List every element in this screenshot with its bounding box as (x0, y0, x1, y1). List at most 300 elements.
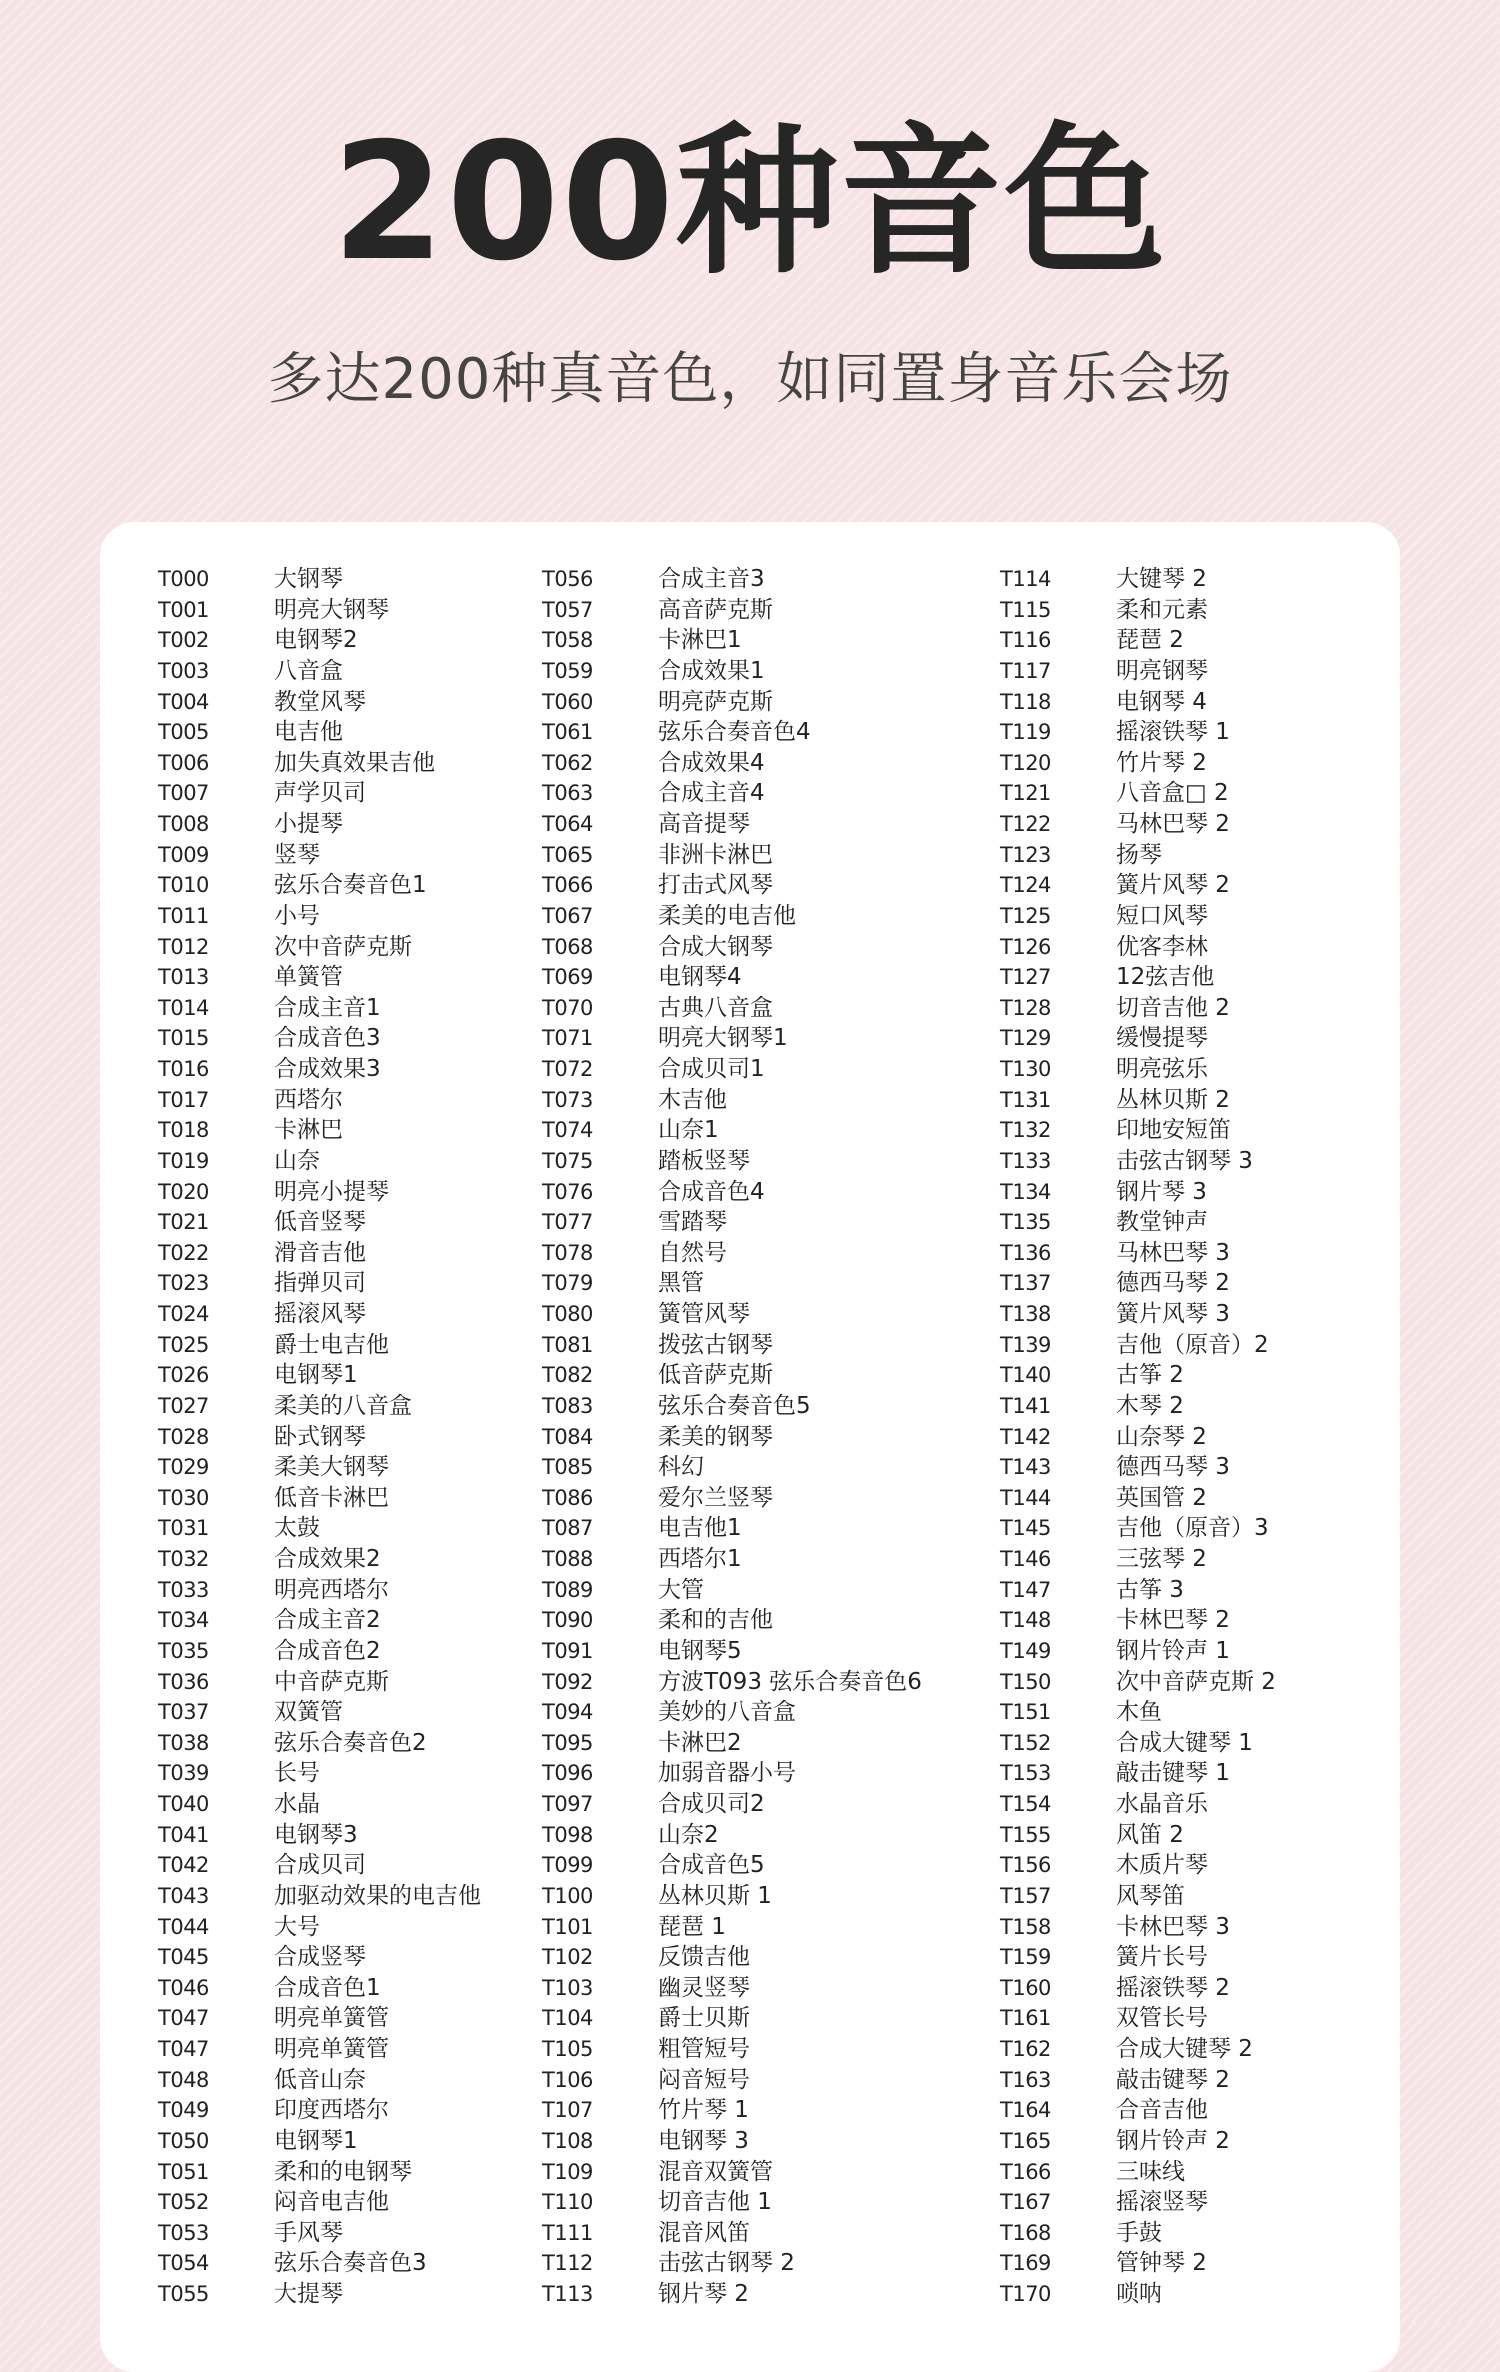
tone-code: T044 (158, 1914, 209, 1939)
tone-list-item (1000, 2003, 1276, 2034)
tone-name: 西塔尔 (274, 1086, 343, 1113)
tone-name: 卡淋巴1 (658, 627, 742, 654)
tone-list-item (158, 748, 481, 779)
tone-code: T070 (542, 995, 593, 1020)
tone-list-item (1000, 656, 1276, 687)
tone-code: T021 (158, 1210, 209, 1235)
tone-list-item (542, 1636, 922, 1667)
tone-list-item (1000, 1238, 1276, 1269)
tone-list-item (542, 1820, 922, 1851)
page-subtitle: 多达200种真音色，如同置身音乐会场 (267, 347, 1233, 412)
tone-code: T165 (1000, 2128, 1051, 2153)
tone-list-item (158, 656, 481, 687)
tone-code: T050 (158, 2128, 209, 2153)
tone-code: T085 (542, 1455, 593, 1480)
tone-name: 非洲卡淋巴 (658, 841, 773, 868)
tone-code: T150 (1000, 1669, 1051, 1694)
tone-name: 幽灵竖琴 (658, 1974, 750, 2001)
tone-list-item (542, 1330, 922, 1361)
tone-list-item (1000, 1115, 1276, 1146)
tone-code: T134 (1000, 1179, 1051, 1204)
tone-code: T152 (1000, 1730, 1051, 1755)
tone-list-item (158, 1207, 481, 1238)
tone-list-item (1000, 1942, 1276, 1973)
tone-code: T135 (1000, 1210, 1051, 1235)
tone-list-item (158, 1360, 481, 1391)
tone-code: T033 (158, 1577, 209, 1602)
tone-code: T068 (542, 934, 593, 959)
tone-list-item (542, 2095, 922, 2126)
tone-list-item (1000, 993, 1276, 1024)
tone-list-item (542, 1850, 922, 1881)
tone-name: 教堂风琴 (274, 688, 366, 715)
tone-name: 电钢琴4 (658, 964, 742, 991)
tone-name: 印度西塔尔 (274, 2097, 389, 2124)
tone-name: 明亮西塔尔 (274, 1576, 389, 1603)
tone-code: T000 (158, 567, 209, 591)
tone-code: T041 (158, 1822, 209, 1847)
tone-name: 卡林巴琴 2 (1116, 1607, 1230, 1634)
tone-list-item (158, 1667, 481, 1698)
tone-name: 明亮弦乐 (1116, 1056, 1208, 1082)
tone-list-item (1000, 1820, 1276, 1851)
tone-name: 爱尔兰竖琴 (658, 1484, 773, 1511)
tone-list-item (542, 2218, 922, 2249)
tone-name: 卡淋巴2 (658, 1729, 742, 1756)
tone-code: T140 (1000, 1363, 1051, 1388)
tone-list-item (158, 1452, 481, 1483)
tone-list-item (158, 1697, 481, 1728)
tone-name: 钢片琴 3 (1116, 1178, 1207, 1205)
tone-list-item (1000, 1177, 1276, 1208)
tone-code: T117 (1000, 658, 1051, 683)
tone-code: T141 (1000, 1393, 1051, 1418)
tone-name: 明亮单簧管 (274, 2005, 389, 2032)
tone-code: T100 (542, 1883, 593, 1908)
tone-name: 丛林贝斯 1 (658, 1882, 772, 1909)
tone-code: T110 (542, 2190, 593, 2215)
tone-name: 合成大键琴 1 (1116, 1729, 1253, 1756)
tone-list-item (542, 932, 922, 963)
tone-name: 卧式钢琴 (274, 1423, 366, 1450)
tone-name: 12弦吉他 (1116, 964, 1215, 991)
tone-code: T088 (542, 1547, 593, 1571)
tone-list-item (158, 1268, 481, 1299)
tone-column-2 (542, 564, 922, 2310)
tone-code: T137 (1000, 1271, 1051, 1296)
tone-code: T074 (542, 1118, 593, 1143)
tone-list-item (1000, 1360, 1276, 1391)
tone-code: T072 (542, 1057, 593, 1081)
tone-code: T071 (542, 1026, 593, 1051)
tone-code: T025 (158, 1332, 209, 1357)
tone-code: T101 (542, 1914, 593, 1939)
tone-name: 长号 (274, 1760, 320, 1787)
tone-list-item (542, 1422, 922, 1453)
tone-list-item (542, 1605, 922, 1636)
tone-code: T119 (1000, 720, 1051, 745)
tone-code: T136 (1000, 1240, 1051, 1265)
tone-code: T012 (158, 934, 209, 959)
tone-name: 爵士电吉他 (274, 1331, 389, 1358)
tone-list-item (158, 809, 481, 840)
tone-list-item (542, 1912, 922, 1943)
tone-code: T069 (542, 965, 593, 990)
tone-code: T115 (1000, 597, 1051, 622)
tone-code: T109 (542, 2159, 593, 2184)
tone-list-item (1000, 2218, 1276, 2249)
tone-code: T048 (158, 2067, 209, 2092)
tone-name: 美妙的八音盒 (658, 1699, 796, 1726)
tone-name: 弦乐合奏音色4 (658, 719, 811, 746)
tone-list-item (1000, 1667, 1276, 1698)
tone-name: 柔和元素 (1116, 596, 1208, 623)
tone-code: T079 (542, 1271, 593, 1296)
tone-name: 次中音萨克斯 (274, 933, 412, 960)
tone-name: 摇滚铁琴 2 (1116, 1974, 1230, 2001)
tone-list-item (1000, 1330, 1276, 1361)
tone-list-item (158, 717, 481, 748)
tone-list-item (1000, 1146, 1276, 1177)
tone-name: 电钢琴 4 (1116, 688, 1207, 715)
tone-list-item (542, 1085, 922, 1116)
tone-list-item (1000, 962, 1276, 993)
tone-code: T128 (1000, 995, 1051, 1020)
tone-code: T017 (158, 1087, 209, 1112)
tone-code: T131 (1000, 1087, 1051, 1112)
tone-code: T111 (542, 2220, 593, 2245)
tone-name: 高音提琴 (658, 811, 750, 837)
tone-name: 合成贝司2 (658, 1791, 765, 1817)
tone-name: 电钢琴5 (658, 1637, 742, 1664)
tone-list-item (158, 1513, 481, 1544)
tone-name: 簧片风琴 3 (1116, 1301, 1230, 1327)
tone-list-item (158, 778, 481, 809)
tone-code: T159 (1000, 1945, 1051, 1970)
tone-name: 印地安短笛 (1116, 1117, 1231, 1144)
tone-code: T080 (542, 1302, 593, 1326)
tone-code: T014 (158, 995, 209, 1020)
tone-name: 手鼓 (1116, 2219, 1162, 2246)
tone-name: 双管长号 (1116, 2005, 1208, 2032)
tone-name: 切音吉他 1 (658, 2189, 772, 2216)
tone-list-item (1000, 687, 1276, 718)
tone-code: T113 (542, 2282, 593, 2306)
tone-name: 优客李林 (1116, 933, 1208, 960)
tone-list-item (542, 778, 922, 809)
tone-code: T023 (158, 1271, 209, 1296)
tone-name: 钢片铃声 1 (1116, 1637, 1230, 1664)
tone-list-item (158, 840, 481, 871)
tone-list-item (1000, 932, 1276, 963)
tone-list-item (158, 1238, 481, 1269)
tone-name: 风笛 2 (1116, 1821, 1184, 1848)
tone-list-item (1000, 595, 1276, 626)
tone-name: 管钟琴 2 (1116, 2250, 1207, 2277)
tone-list-item (1000, 1422, 1276, 1453)
tone-code: T005 (158, 720, 209, 745)
tone-name: 柔美的电吉他 (658, 902, 796, 929)
tone-list-card (100, 522, 1400, 2372)
tone-code: T168 (1000, 2220, 1051, 2245)
tone-list-item (158, 1881, 481, 1912)
tone-code: T149 (1000, 1638, 1051, 1663)
tone-name: 扬琴 (1116, 841, 1162, 868)
tone-code: T059 (542, 658, 593, 683)
tone-list-item (158, 2003, 481, 2034)
tone-name: 中音萨克斯 (274, 1668, 389, 1695)
tone-name: 科幻 (658, 1454, 704, 1481)
tone-code: T001 (158, 597, 209, 622)
tone-list-item (1000, 809, 1276, 840)
tone-name: 合成贝司1 (658, 1056, 765, 1082)
tone-code: T002 (158, 628, 209, 653)
tone-list-item (542, 1881, 922, 1912)
tone-name: 吉他（原音）3 (1116, 1515, 1269, 1542)
tone-list-item (158, 962, 481, 993)
tone-code: T103 (542, 1975, 593, 2000)
tone-code: T087 (542, 1516, 593, 1541)
tone-code: T161 (1000, 2006, 1051, 2031)
tone-code: T084 (542, 1424, 593, 1449)
tone-list-item (1000, 564, 1276, 595)
tone-name: 踏板竖琴 (658, 1147, 750, 1174)
tone-name: 弦乐合奏音色3 (274, 2250, 427, 2277)
tone-code: T133 (1000, 1148, 1051, 1173)
tone-name: 拨弦古钢琴 (658, 1331, 773, 1358)
tone-name: 弦乐合奏音色2 (274, 1729, 427, 1756)
tone-code: T169 (1000, 2251, 1051, 2276)
tone-list-item (542, 993, 922, 1024)
tone-name: 卡林巴琴 3 (1116, 1913, 1230, 1940)
tone-code: T037 (158, 1700, 209, 1725)
tone-name: 西塔尔1 (658, 1546, 742, 1572)
tone-code: T032 (158, 1547, 209, 1571)
tone-list-item (1000, 1575, 1276, 1606)
tone-name: 电钢琴1 (274, 2127, 358, 2154)
tone-name: 竹片琴 1 (658, 2097, 749, 2124)
tone-list-item (1000, 1912, 1276, 1943)
tone-code: T094 (542, 1700, 593, 1725)
tone-code: T166 (1000, 2159, 1051, 2184)
tone-name: 击弦古钢琴 3 (1116, 1147, 1253, 1174)
tone-list-item (158, 1973, 481, 2004)
tone-code: T132 (1000, 1118, 1051, 1143)
tone-list-item (158, 2065, 481, 2096)
tone-list-item (542, 1054, 922, 1085)
tone-code: T029 (158, 1455, 209, 1480)
tone-name: 双簧管 (274, 1699, 343, 1726)
tone-list-item (542, 656, 922, 687)
tone-name: 弦乐合奏音色1 (274, 872, 427, 899)
tone-name: 钢片铃声 2 (1116, 2127, 1230, 2154)
tone-code: T081 (542, 1332, 593, 1357)
tone-name: 卡淋巴 (274, 1117, 343, 1144)
tone-list-item (1000, 1513, 1276, 1544)
page-title: 200种音色 (331, 109, 1169, 297)
tone-code: T105 (542, 2037, 593, 2061)
tone-code: T082 (542, 1363, 593, 1388)
tone-code: T104 (542, 2006, 593, 2031)
tone-name: 加弱音器小号 (658, 1760, 796, 1787)
tone-list-item (158, 595, 481, 626)
tone-code: T063 (542, 781, 593, 806)
tone-list-item (542, 625, 922, 656)
tone-code: T062 (542, 750, 593, 775)
tone-list-item (1000, 1299, 1276, 1330)
tone-code: T018 (158, 1118, 209, 1143)
tone-code: T047 (158, 2006, 209, 2031)
tone-list-item (1000, 1850, 1276, 1881)
tone-list-item (542, 717, 922, 748)
tone-list-item (1000, 1452, 1276, 1483)
tone-code: T076 (542, 1179, 593, 1204)
tone-list-item (542, 1268, 922, 1299)
tone-name: 混音风笛 (658, 2219, 750, 2246)
tone-list-item (1000, 1605, 1276, 1636)
tone-list-item (542, 962, 922, 993)
tone-code: T064 (542, 812, 593, 836)
tone-code: T078 (542, 1240, 593, 1265)
tone-name: 马林巴琴 2 (1116, 811, 1230, 837)
tone-list-item (158, 1177, 481, 1208)
tone-name: 手风琴 (274, 2219, 343, 2246)
tone-list-item (542, 1115, 922, 1146)
tone-list-item (542, 1697, 922, 1728)
tone-list-item (542, 1483, 922, 1514)
tone-code: T139 (1000, 1332, 1051, 1357)
tone-list-item (542, 687, 922, 718)
tone-list-item (542, 1023, 922, 1054)
tone-name: 明亮单簧管 (274, 2036, 389, 2062)
tone-code: T054 (158, 2251, 209, 2276)
tone-name: 竹片琴 2 (1116, 749, 1207, 776)
tone-name: 簧管风琴 (658, 1301, 750, 1327)
tone-column-1 (158, 564, 481, 2310)
tone-list-item (542, 1758, 922, 1789)
tone-code: T138 (1000, 1302, 1051, 1326)
tone-list-item (158, 1758, 481, 1789)
tone-name: 八音盒□ 2 (1116, 780, 1229, 807)
tone-name: 合成音色3 (274, 1025, 381, 1052)
tone-list-item (158, 2248, 481, 2279)
tone-code: T022 (158, 1240, 209, 1265)
tone-name: 合成效果2 (274, 1546, 381, 1572)
tone-code: T151 (1000, 1700, 1051, 1725)
tone-name: 摇滚风琴 (274, 1301, 366, 1327)
tone-name: 古筝 3 (1116, 1576, 1184, 1603)
tone-list-item (542, 1177, 922, 1208)
tone-code: T036 (158, 1669, 209, 1694)
tone-list-item (1000, 1483, 1276, 1514)
tone-code: T114 (1000, 567, 1051, 591)
tone-name: 柔美的钢琴 (658, 1423, 773, 1450)
tone-name: 琵琶 2 (1116, 627, 1184, 654)
tone-name: 古典八音盒 (658, 994, 773, 1021)
tone-list-item (542, 2126, 922, 2157)
tone-list-item (542, 2003, 922, 2034)
tone-code: T010 (158, 873, 209, 898)
tone-code: T053 (158, 2220, 209, 2245)
tone-code: T162 (1000, 2037, 1051, 2061)
tone-code: T099 (542, 1853, 593, 1878)
tone-name: 丛林贝斯 2 (1116, 1086, 1230, 1113)
tone-code: T129 (1000, 1026, 1051, 1051)
tone-list-item (542, 2279, 922, 2310)
tone-list-item (158, 1115, 481, 1146)
tone-code: T116 (1000, 628, 1051, 653)
tone-list-item (158, 1391, 481, 1422)
tone-code: T154 (1000, 1792, 1051, 1816)
tone-name: 合成主音1 (274, 994, 381, 1021)
tone-list-item (158, 2034, 481, 2065)
tone-list-item (1000, 2279, 1276, 2310)
tone-name: 单簧管 (274, 964, 343, 991)
tone-name: 柔美大钢琴 (274, 1454, 389, 1481)
tone-list-item (542, 2065, 922, 2096)
tone-code: T055 (158, 2282, 209, 2306)
tone-code: T127 (1000, 965, 1051, 990)
tone-name: 混音双簧管 (658, 2158, 773, 2185)
tone-code: T118 (1000, 689, 1051, 714)
tone-name: 反馈吉他 (658, 1944, 750, 1971)
tone-name: 合成大键琴 2 (1116, 2036, 1253, 2062)
tone-name: 电吉他 (274, 719, 343, 746)
tone-code: T124 (1000, 873, 1051, 898)
tone-name: 木琴 2 (1116, 1392, 1184, 1419)
tone-name: 钢片琴 2 (658, 2281, 749, 2307)
tone-name: 合成音色4 (658, 1178, 765, 1205)
tone-name: 合成效果1 (658, 657, 765, 684)
tone-name: 大管 (658, 1576, 704, 1603)
tone-list-item (158, 1085, 481, 1116)
tone-name: 大钢琴 (274, 566, 343, 592)
tone-name: 滑音吉他 (274, 1239, 366, 1266)
tone-name: 明亮大钢琴 (274, 596, 389, 623)
tone-code: T066 (542, 873, 593, 898)
tone-list-item (1000, 748, 1276, 779)
tone-list-item (1000, 1054, 1276, 1085)
tone-code: T106 (542, 2067, 593, 2092)
tone-code: T027 (158, 1393, 209, 1418)
tone-name: 闷音短号 (658, 2066, 750, 2093)
tone-name: 木吉他 (658, 1086, 727, 1113)
tone-list-item (158, 1023, 481, 1054)
tone-name: 合成主音2 (274, 1607, 381, 1634)
tone-code: T039 (158, 1761, 209, 1786)
tone-list-item (1000, 1207, 1276, 1238)
tone-list-item (158, 1728, 481, 1759)
tone-name: 水晶音乐 (1116, 1791, 1208, 1817)
tone-code: T075 (542, 1148, 593, 1173)
tone-code: T170 (1000, 2282, 1051, 2306)
tone-name: 山奈1 (658, 1117, 719, 1144)
tone-code: T057 (542, 597, 593, 622)
tone-code: T123 (1000, 842, 1051, 867)
tone-name: 山奈琴 2 (1116, 1423, 1207, 1450)
tone-code: T120 (1000, 750, 1051, 775)
tone-name: 合成竖琴 (274, 1944, 366, 1971)
tone-list-item (1000, 2065, 1276, 2096)
tone-list-item (1000, 1881, 1276, 1912)
tone-code: T107 (542, 2098, 593, 2123)
tone-list-item (542, 2187, 922, 2218)
tone-list-item (158, 1820, 481, 1851)
tone-code: T007 (158, 781, 209, 806)
tone-code: T163 (1000, 2067, 1051, 2092)
tone-list-item (542, 1728, 922, 1759)
tone-list-item (158, 1575, 481, 1606)
